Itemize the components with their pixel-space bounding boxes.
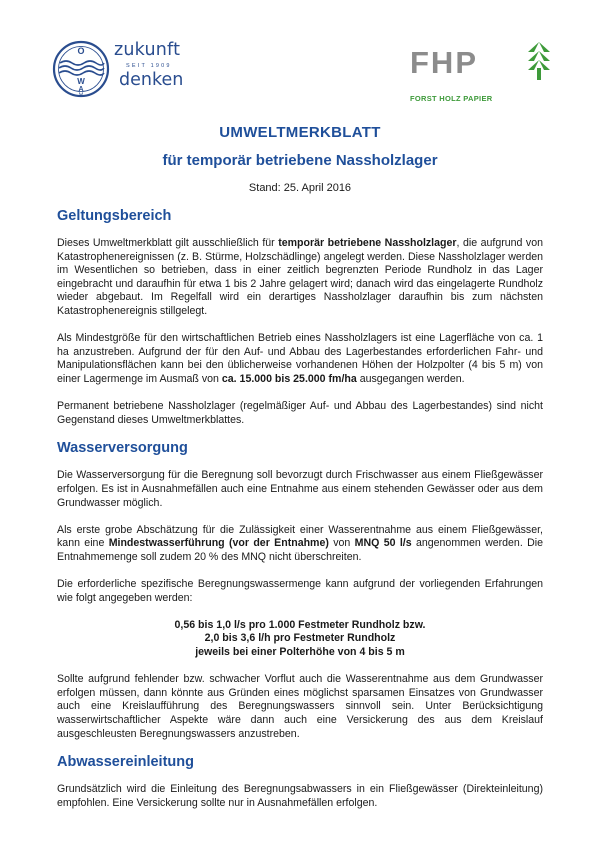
document-title: UMWELTMERKBLATT bbox=[219, 124, 381, 141]
oewav-emblem-icon bbox=[52, 38, 110, 100]
paragraph-wasser-1: Die Wasserversorgung für die Beregnung soll bevorzugt durch Frischwasser aus einem Fließgewässer erfolgen. Es ist in Ausnahmefällen auch eine Entnahme aus einem stehenden Gewässer oder aus dem Grundwasser möglich. bbox=[57, 469, 543, 509]
oewav-logo bbox=[52, 38, 232, 102]
emblem-letter-a: A bbox=[78, 86, 84, 93]
heading-wasserversorgung: Wasserversorgung bbox=[57, 440, 188, 457]
water-quantity-line: 0,56 bis 1,0 l/s pro 1.000 Festmeter Rundholz bzw. bbox=[174, 618, 426, 631]
paragraph-abwasser-1: Grundsätzlich wird die Einleitung des Beregnungsabwassers in ein Fließgewässer (Direkteinleitung) empfohlen. Eine Versickerung sollte nur in Ausnahmefällen erfolgen. bbox=[57, 783, 543, 809]
water-quantity-line: jeweils bei einer Polterhöhe von 4 bis 5 m bbox=[195, 646, 405, 659]
paragraph-geltung-1: Dieses Umweltmerkblatt gilt ausschließlich für temporär betriebene Nassholzlager, die aufgrund von Katastrophenereignissen (z. B. Stürme, Holzschädlinge) angelegt werden. Diese Nassholzlager werden im Wesentlichen so betrieben, dass in einer zeitlich begrenzten Periode Rundholz in das Lager eingebracht und daraufhin für etwa 1 bis 2 Jahre gelagert wird; danach wird das eingelagerte Rundholz wieder abgebaut. Im Regelfall wird ein derartiges Nassholzlager daraufhin bis zum nächsten Katastrophenereignis stillgelegt. bbox=[57, 237, 543, 317]
fhp-letters: FHP bbox=[410, 45, 478, 80]
heading-geltungsbereich: Geltungsbereich bbox=[57, 208, 172, 224]
heading-abwassereinleitung: Abwassereinleitung bbox=[57, 754, 194, 771]
emblem-letter-w: W bbox=[77, 77, 85, 86]
paragraph-wasser-4: Sollte aufgrund fehlender bzw. schwacher Vorflut auch die Wasserentnahme aus dem Grundwasser erfolgen müssen, dann könnte aus Gründen eines möglichst sparsamen Einsatzes von Grundwasser auch eine Kreislaufführung des Beregnungswassers sinnvoll sein. Unter Berücksichtigung wasserwirtschaftlicher Aspekte wäre dann auch eine Versickerung des aus dem Kreislauf ausgeschleusten Beregnungswassers anzustreben. bbox=[57, 673, 543, 740]
logo-seit-text: SEIT 1909 bbox=[126, 63, 172, 69]
oewav-logo-text bbox=[114, 40, 183, 90]
water-quantity-line: 2,0 bis 3,6 l/h pro Festmeter Rundholz bbox=[204, 632, 396, 645]
logo-zukunft-text: zukunft bbox=[114, 40, 181, 60]
fhp-logo bbox=[410, 46, 560, 106]
paragraph-geltung-3: Permanent betriebene Nassholzlager (regelmäßiger Auf- und Abbau des Lagerbestandes) sind nicht Gegenstand dieses Umweltmerkblattes. bbox=[57, 400, 543, 426]
emblem-letter-v: V bbox=[78, 93, 84, 99]
fir-trees-icon bbox=[526, 42, 552, 82]
document-date: Stand: 25. April 2016 bbox=[248, 182, 352, 194]
water-quantity-block bbox=[57, 619, 543, 660]
document-body bbox=[57, 208, 543, 810]
emblem-letter-o: Ö bbox=[77, 46, 85, 56]
paragraph-wasser-3: Die erforderliche spezifische Beregnungswassermenge kann aufgrund der vorliegenden Erfahrungen wie folgt angegeben werden: bbox=[57, 578, 543, 604]
fhp-tagline: FORST HOLZ PAPIER bbox=[410, 94, 493, 103]
document-subtitle: für temporär betriebene Nassholzlager bbox=[162, 152, 438, 169]
logo-denken-text: denken bbox=[119, 70, 184, 90]
paragraph-wasser-2: Als erste grobe Abschätzung für die Zulässigkeit einer Wasserentnahme aus einem Fließgewässer, kann eine Mindestwasserführung (vor der Entnahme) von MNQ 50 l/s angenommen werden. Die Entnahmemenge soll zudem 20 % des MNQ nicht überschreiten. bbox=[57, 523, 544, 563]
paragraph-geltung-2: Als Mindestgröße für den wirtschaftlichen Betrieb eines Nassholzlagers ist eine Lagerfläche von ca. 1 ha anzustreben. Aufgrund der für den Auf- und Abbau des Lagerbestandes erforderlichen Fahr- und Manipulationsflächen kann bei den üblicherweise vorhandenen Höhen der Holzpolter (4 bis 5 m) von einer Lagermenge im Ausmaß von ca. 15.000 bis 25.000 fm/ha ausgegangen werden. bbox=[57, 332, 543, 385]
